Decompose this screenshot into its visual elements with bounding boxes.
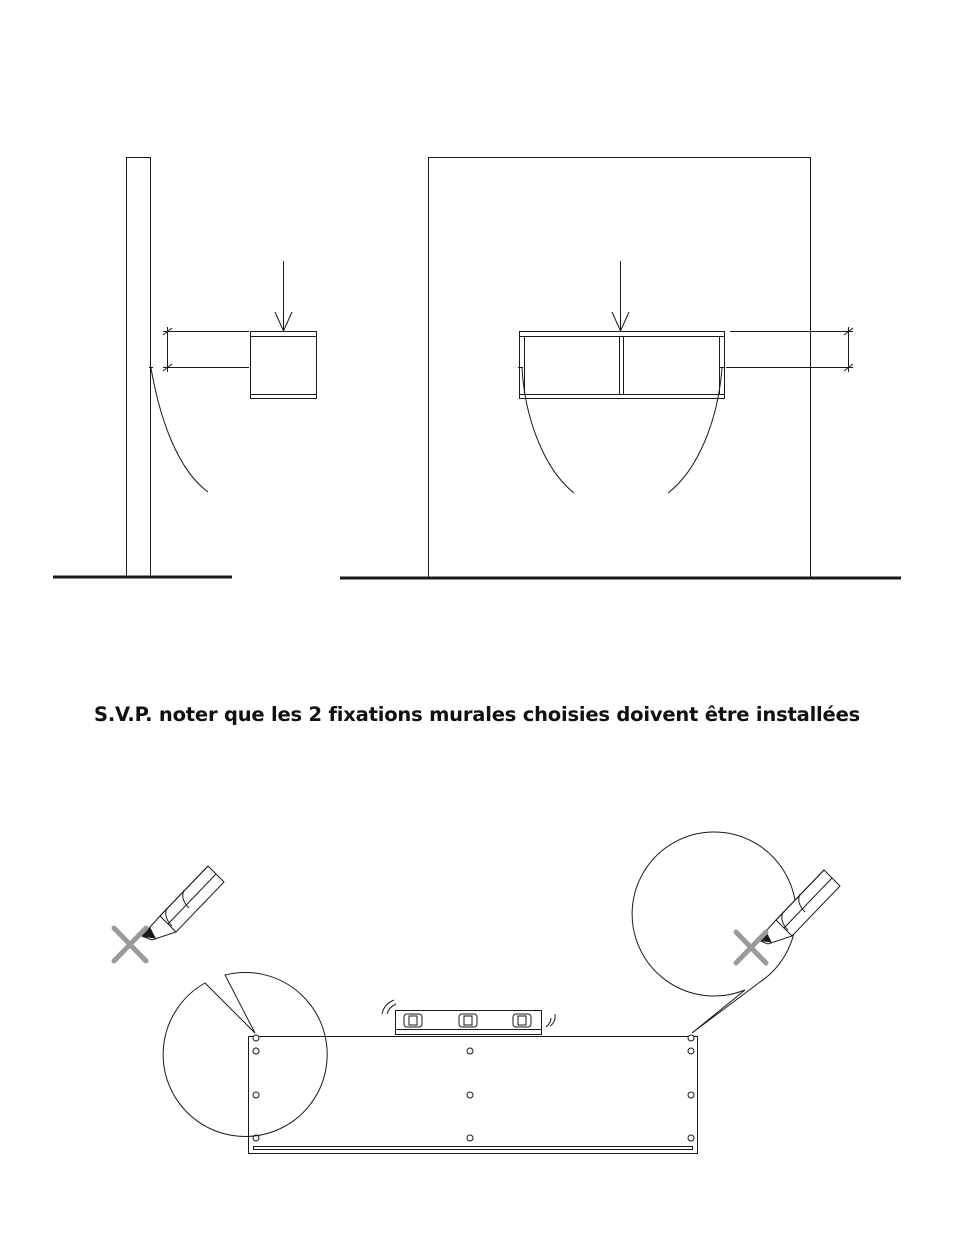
front-view-cabinet	[520, 332, 725, 399]
side-view-swing-arc	[151, 368, 208, 492]
x-mark-icon	[114, 928, 146, 961]
arrow-down-icon	[275, 261, 292, 331]
pencil-icon	[142, 866, 224, 940]
side-view-cabinet	[251, 332, 317, 399]
level-tool-icon	[382, 1000, 555, 1035]
front-view-swing-arc-right	[668, 368, 722, 493]
front-view-swing-arc-left	[522, 368, 574, 493]
side-view-wall	[127, 158, 151, 578]
wall-rail-marking-diagram	[0, 820, 954, 1235]
front-view-dimension	[726, 327, 853, 372]
arrow-down-icon	[612, 261, 629, 331]
left-callout-bubble	[163, 972, 327, 1136]
side-view-dimension	[163, 327, 249, 372]
installation-note: S.V.P. noter que les 2 fixations murales choisies doivent être installées	[93, 703, 861, 726]
